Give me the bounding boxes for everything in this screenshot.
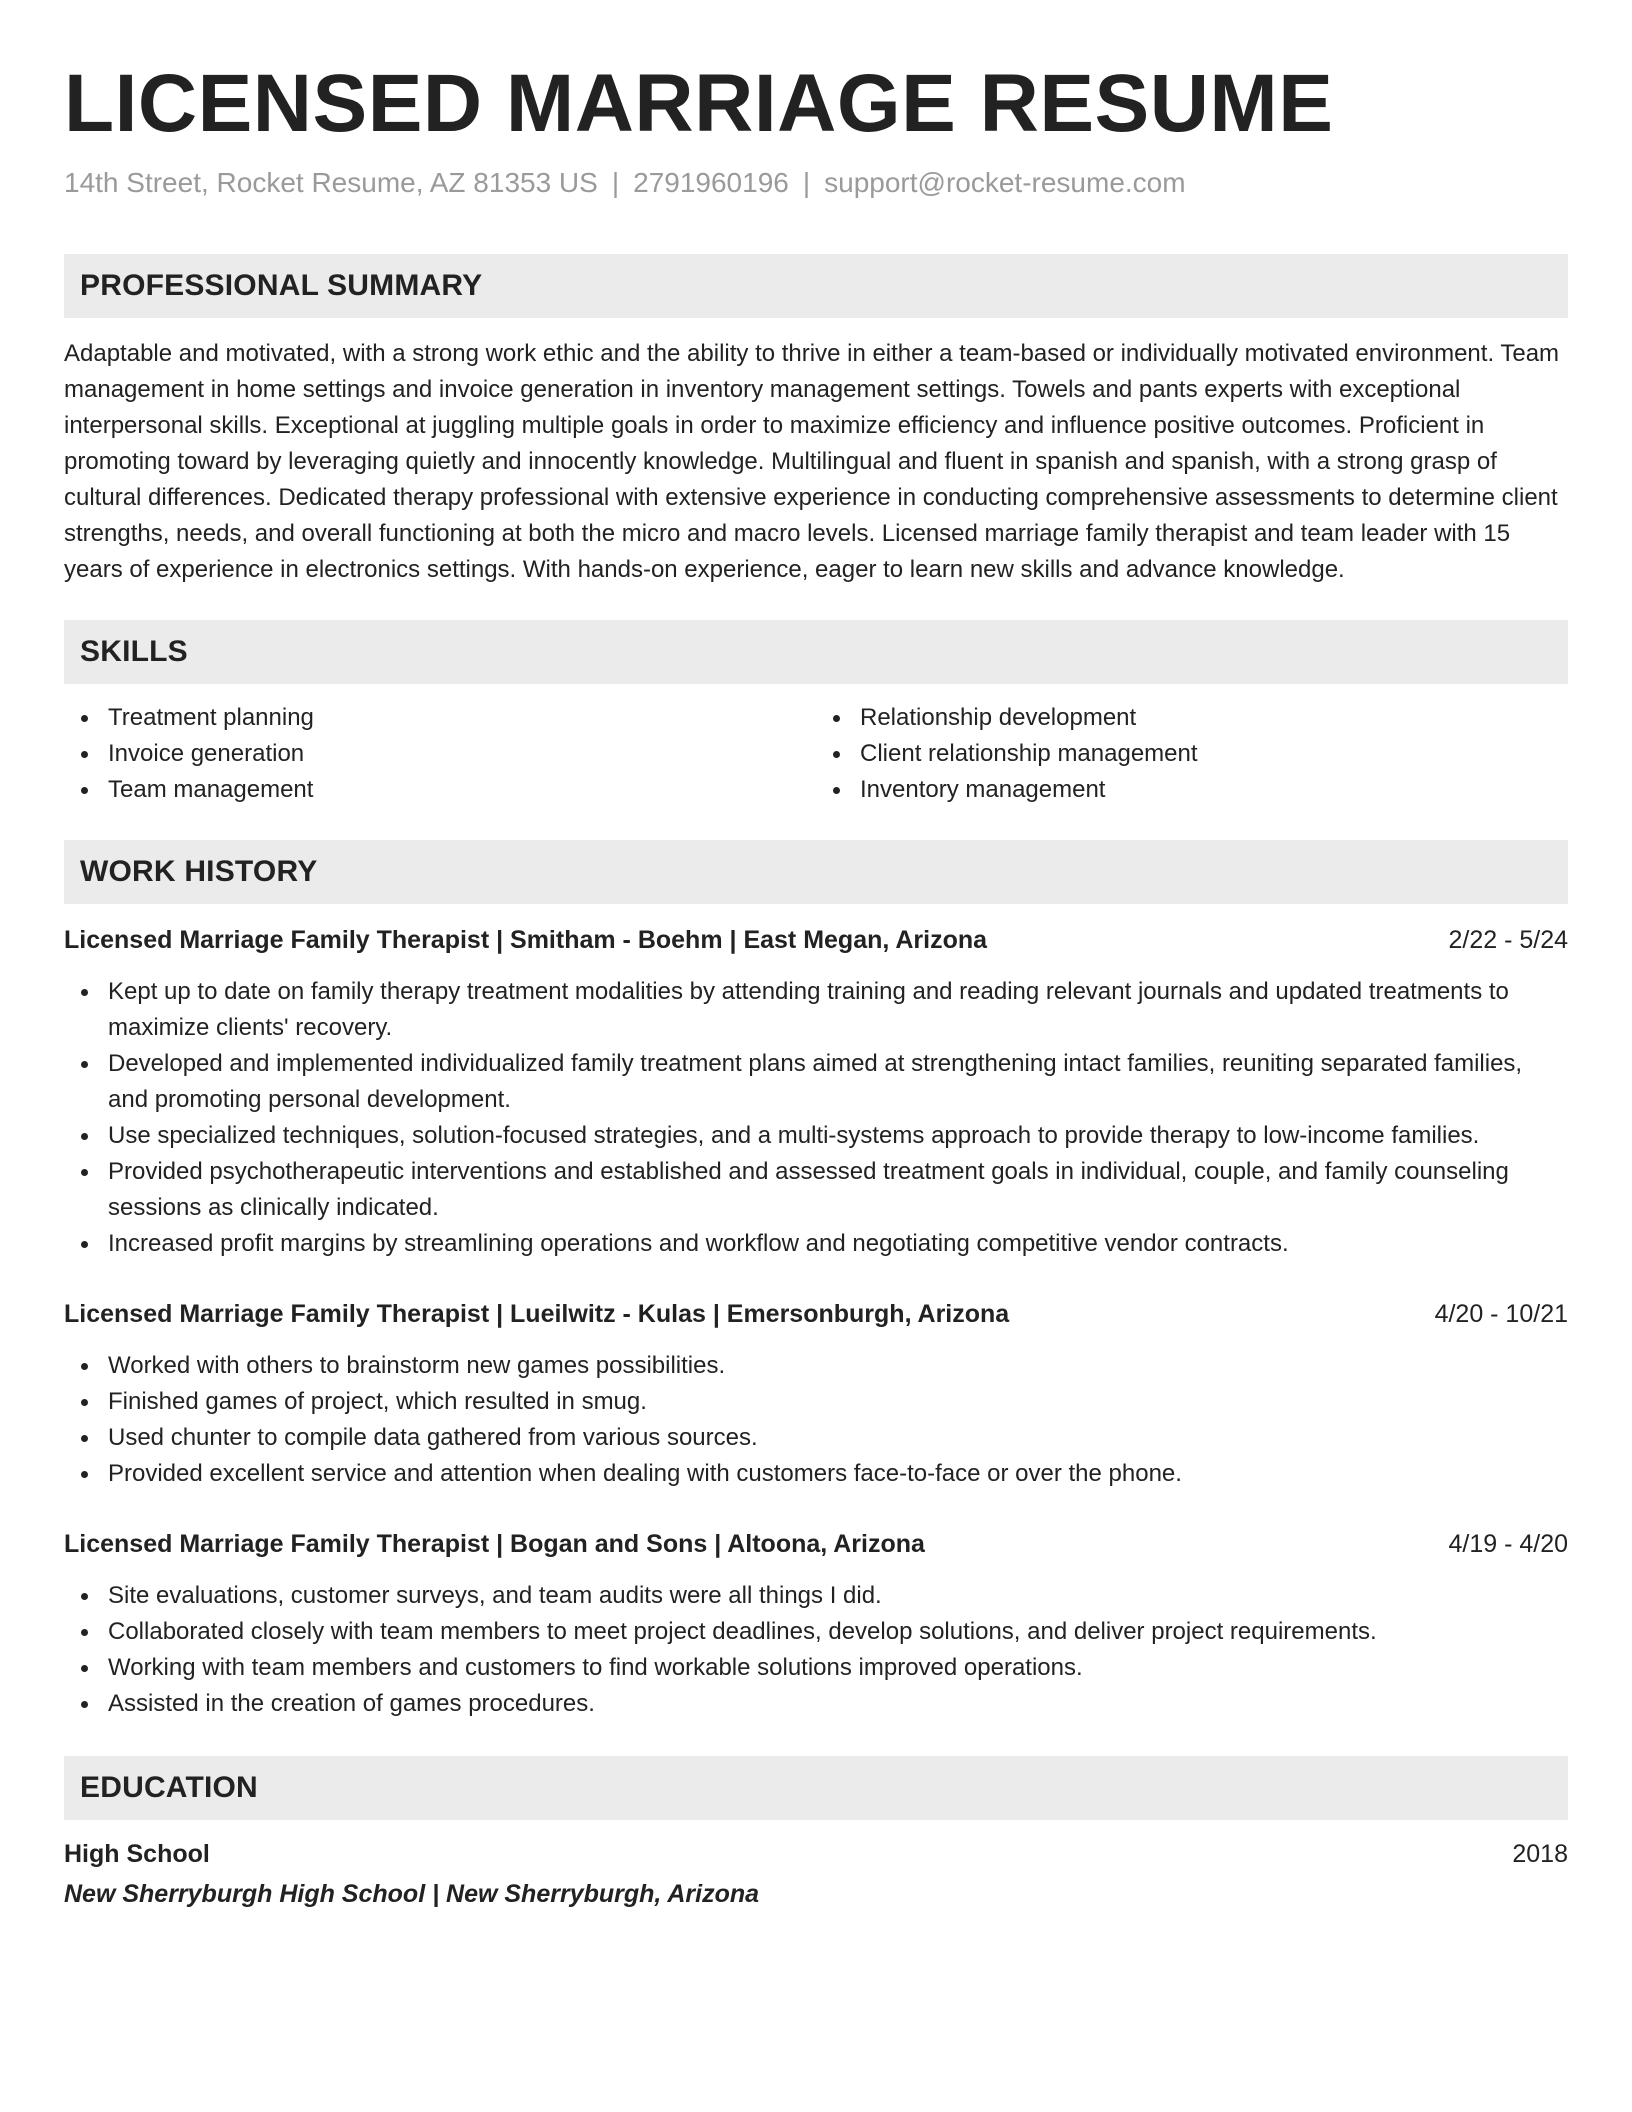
contact-line	[64, 166, 1568, 200]
education-entry	[64, 1836, 1568, 1912]
contact-separator: |	[611, 167, 620, 198]
job-entry	[64, 1526, 1568, 1722]
skills-list	[64, 700, 1568, 808]
job-title: Licensed Marriage Family Therapist | Bogan and Sons | Altoona, Arizona	[64, 1530, 925, 1558]
section-heading-skills: SKILLS	[64, 620, 1568, 684]
job-bullet: Assisted in the creation of games procedures.	[64, 1686, 1568, 1722]
skills-column-left	[64, 700, 816, 808]
education-degree: High School	[64, 1840, 210, 1868]
skill-item: Client relationship management	[816, 736, 1568, 772]
skill-item: Invoice generation	[64, 736, 816, 772]
job-dates: 4/20 - 10/21	[1434, 1300, 1568, 1328]
skill-item: Team management	[64, 772, 816, 808]
contact-phone: 2791960196	[633, 167, 789, 198]
section-heading-summary: PROFESSIONAL SUMMARY	[64, 254, 1568, 318]
education-year: 2018	[1512, 1840, 1568, 1868]
job-title: Licensed Marriage Family Therapist | Smitham - Boehm | East Megan, Arizona	[64, 926, 988, 954]
job-bullet: Worked with others to brainstorm new games possibilities.	[64, 1348, 1568, 1384]
job-bullets	[64, 1578, 1568, 1722]
contact-address: 14th Street, Rocket Resume, AZ 81353 US	[64, 167, 598, 198]
section-heading-education: EDUCATION	[64, 1756, 1568, 1820]
job-bullet: Use specialized techniques, solution-focused strategies, and a multi-systems approach to provide therapy to low-income families.	[64, 1118, 1568, 1154]
education-header	[64, 1836, 1568, 1872]
skills-column-right	[816, 700, 1568, 808]
skill-item: Relationship development	[816, 700, 1568, 736]
job-entry	[64, 922, 1568, 1262]
job-bullet: Collaborated closely with team members to meet project deadlines, develop solutions, and deliver project requirements.	[64, 1614, 1568, 1650]
job-title: Licensed Marriage Family Therapist | Lueilwitz - Kulas | Emersonburgh, Arizona	[64, 1300, 1010, 1328]
contact-separator: |	[802, 167, 811, 198]
job-bullets	[64, 1348, 1568, 1492]
education-school: New Sherryburgh High School | New Sherryburgh, Arizona	[64, 1880, 760, 1908]
job-bullets	[64, 974, 1568, 1262]
job-bullet: Used chunter to compile data gathered from various sources.	[64, 1420, 1568, 1456]
job-bullet: Finished games of project, which resulted in smug.	[64, 1384, 1568, 1420]
skill-item: Inventory management	[816, 772, 1568, 808]
job-bullet: Increased profit margins by streamlining operations and workflow and negotiating competitive vendor contracts.	[64, 1226, 1568, 1262]
summary-text: Adaptable and motivated, with a strong work ethic and the ability to thrive in either a team-based or individually motivated environment. Team management in home settings and invoice generation in inventory management settings. Towels and pants experts with exceptional interpersonal skills. Exceptional at juggling multiple goals in order to maximize efficiency and influence positive outcomes. Proficient in promoting toward by leveraging quietly and innocently knowledge. Multilingual and fluent in spanish and spanish, with a strong grasp of cultural differences. Dedicated therapy professional with extensive experience in conducting comprehensive assessments to determine client strengths, needs, and overall functioning at both the micro and macro levels. Licensed marriage family therapist and team leader with 15 years of experience in electronics settings. With hands-on experience, eager to learn new skills and advance knowledge.	[64, 340, 1560, 583]
job-header	[64, 1526, 1568, 1562]
skill-item: Treatment planning	[64, 700, 816, 736]
job-entry	[64, 1296, 1568, 1492]
job-dates: 4/19 - 4/20	[1448, 1530, 1568, 1558]
job-bullet: Kept up to date on family therapy treatment modalities by attending training and reading relevant journals and updated treatments to maximize clients' recovery.	[64, 974, 1568, 1046]
job-header	[64, 922, 1568, 958]
job-bullet: Developed and implemented individualized family treatment plans aimed at strengthening intact families, reuniting separated families, and promoting personal development.	[64, 1046, 1568, 1118]
job-bullet: Provided psychotherapeutic interventions and established and assessed treatment goals in individual, couple, and family counseling sessions as clinically indicated.	[64, 1154, 1568, 1226]
job-bullet: Site evaluations, customer surveys, and team audits were all things I did.	[64, 1578, 1568, 1614]
resume-title: LICENSED MARRIAGE RESUME	[64, 58, 1334, 149]
job-header	[64, 1296, 1568, 1332]
job-bullet: Working with team members and customers to find workable solutions improved operations.	[64, 1650, 1568, 1686]
section-heading-work-history: WORK HISTORY	[64, 840, 1568, 904]
job-dates: 2/22 - 5/24	[1448, 926, 1568, 954]
contact-email: support@rocket-resume.com	[824, 167, 1186, 198]
job-bullet: Provided excellent service and attention when dealing with customers face-to-face or over the phone.	[64, 1456, 1568, 1492]
